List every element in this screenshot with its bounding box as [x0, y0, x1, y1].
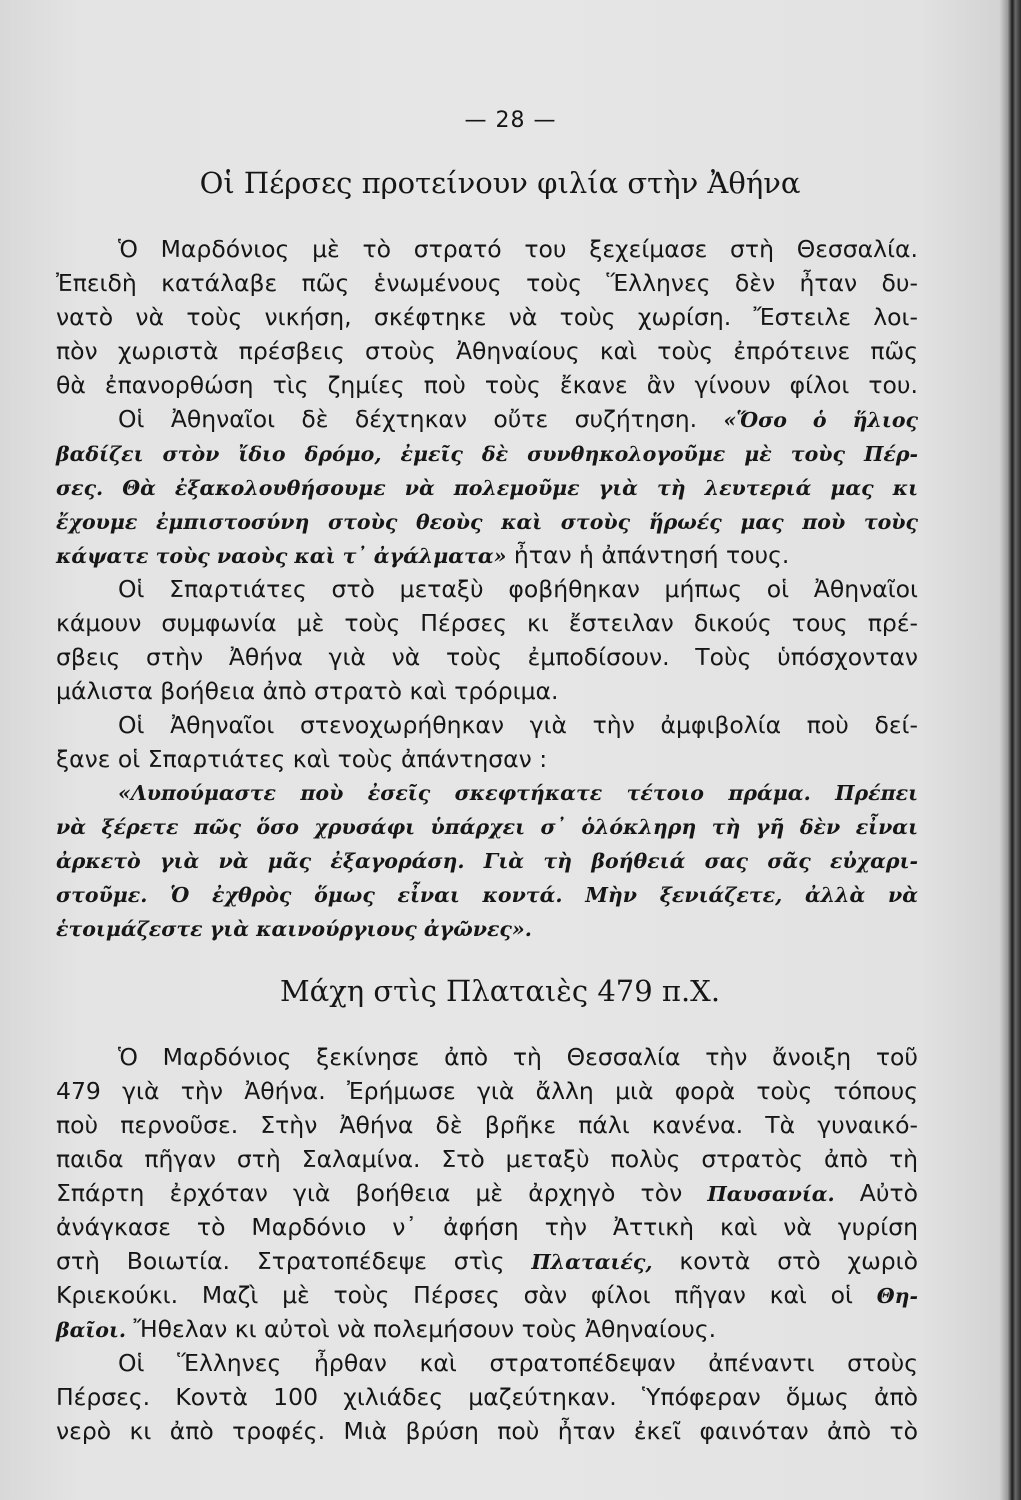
- name-run: Παυσανία.: [707, 1182, 835, 1206]
- text-line: [56, 402, 918, 436]
- quote-run: ἀρκετὸ γιὰ νὰ μᾶς ἐξαγοράση. Γιὰ τὴ βοήθειά σας σᾶς εὐχαρι-: [56, 849, 918, 873]
- text-run: θὰ ἐπανορθώση τὶς ζημίες ποὺ τοὺς ἔκανε ἂν γίνουν φίλοι του.: [56, 371, 918, 399]
- name-run: βαῖοι.: [56, 1318, 127, 1342]
- page-number: — 28 —: [464, 108, 557, 133]
- quote-run: «Ὅσο ὁ ἥλιος: [723, 408, 918, 432]
- text-run: Οἱ Ἕλληνες ἦρθαν καὶ στρατοπέδεψαν ἀπέναντι στοὺς: [118, 1349, 918, 1377]
- text-run: νερὸ κι ἀπὸ τροφές. Μιὰ βρύση ποὺ ἦταν ἐκεῖ φαινόταν ἀπὸ τὸ: [56, 1417, 918, 1445]
- text-run: Ὁ Μαρδόνιος μὲ τὸ στρατό του ξεχείμασε στὴ Θεσσαλία.: [118, 235, 918, 263]
- text-line: [56, 1244, 918, 1278]
- text-line: [56, 1312, 918, 1346]
- quote-run: ἑτοιμάζεστε γιὰ καινούργιους ἀγῶνες».: [56, 917, 532, 941]
- text-line: [56, 334, 918, 368]
- book-spine-shadow: [999, 0, 1021, 1500]
- text-run: πὸν χωριστὰ πρέσβεις στοὺς Ἀθηναίους καὶ τοὺς ἐπρότεινε πῶς: [56, 337, 918, 365]
- text-line: [56, 266, 918, 300]
- name-run: Πλαταιές,: [531, 1250, 653, 1274]
- text-line: [56, 742, 918, 776]
- text-line: [56, 674, 918, 708]
- text-line: [56, 1142, 918, 1176]
- text-run: στὴ Βοιωτία. Στρατοπέδεψε στὶς: [56, 1247, 532, 1275]
- text-line: [56, 504, 918, 538]
- text-line: [56, 1346, 918, 1380]
- text-line: [56, 606, 918, 640]
- quote-run: σες. Θὰ ἐξακολουθήσουμε νὰ πολεμοῦμε γιὰ τὴ λευτεριά μας κι: [56, 476, 918, 500]
- text-run: σβεις στὴν Ἀθήνα γιὰ νὰ τοὺς ἐμποδίσουν. Τοὺς ὑπόσχονταν: [56, 643, 918, 671]
- quote-run: κάψατε τοὺς ναοὺς καὶ τ᾿ ἀγάλματα»: [56, 544, 507, 568]
- text-line: [56, 232, 918, 266]
- text-line: [56, 1278, 918, 1312]
- text-run: Οἱ Σπαρτιάτες στὸ μεταξὺ φοβήθηκαν μήπως οἱ Ἀθηναῖοι: [118, 575, 918, 603]
- text-line: [56, 1040, 918, 1074]
- text-run: 479 γιὰ τὴν Ἀθήνα. Ἐρήμωσε γιὰ ἄλλη μιὰ φορὰ τοὺς τόπους: [56, 1077, 918, 1105]
- text-run: παιδα πῆγαν στὴ Σαλαμίνα. Στὸ μεταξὺ πολὺς στρατὸς ἀπὸ τὴ: [56, 1145, 918, 1173]
- quote-line: [56, 776, 918, 810]
- text-line: [56, 572, 918, 606]
- quote-line: [56, 912, 918, 946]
- text-run: μάλιστα βοήθεια ἀπὸ στρατὸ καὶ τρόριμα.: [56, 677, 559, 705]
- text-line: [56, 708, 918, 742]
- text-line: [56, 1108, 918, 1142]
- text-run: Πέρσες. Κοντὰ 100 χιλιάδες μαζεύτηκαν. Ὑπόφεραν ὅμως ἀπὸ: [56, 1383, 918, 1411]
- text-run: κάμουν συμφωνία μὲ τοὺς Πέρσες κι ἔστειλαν δικούς τους πρέ-: [56, 609, 918, 637]
- text-run: Ἐπειδὴ κατάλαβε πῶς ἑνωμένους τοὺς Ἕλληνες δὲν ἦταν δυ-: [56, 269, 918, 297]
- quote-line: [56, 878, 918, 912]
- text-run: ξανε οἱ Σπαρτιάτες καὶ τοὺς ἀπάντησαν :: [56, 745, 548, 773]
- section-text-battle-of-plataea: [56, 1040, 918, 1448]
- text-run: Αὐτὸ: [834, 1179, 919, 1207]
- text-run: Οἱ Ἀθηναῖοι στενοχωρήθηκαν γιὰ τὴν ἀμφιβολία ποὺ δεί-: [118, 711, 918, 739]
- text-run: Ἤθελαν κι αὐτοὶ νὰ πολεμήσουν τοὺς Ἀθηναίους.: [126, 1315, 717, 1343]
- text-run: ἦταν ἡ ἀπάντησή τους.: [506, 541, 790, 569]
- quote-run: νὰ ξέρετε πῶς ὅσο χρυσάφι ὑπάρχει σ᾿ ὁλόκληρη τὴ γῆ δὲν εἶναι: [56, 815, 918, 839]
- text-line: [56, 470, 918, 504]
- quote-run: στοῦμε. Ὁ ἐχθρὸς ὅμως εἶναι κοντά. Μὴν ξενιάζετε, ἀλλὰ νὰ: [56, 883, 918, 907]
- text-run: Σπάρτη ἐρχόταν γιὰ βοήθεια μὲ ἀρχηγὸ τὸν: [56, 1179, 708, 1207]
- text-run: Κριεκούκι. Μαζὶ μὲ τοὺς Πέρσες σὰν φίλοι πῆγαν καὶ οἱ: [56, 1281, 877, 1309]
- text-run: νατὸ νὰ τοὺς νικήση, σκέφτηκε νὰ τοὺς χωρίση. Ἔστειλε λοι-: [56, 303, 918, 331]
- quote-line: [56, 844, 918, 878]
- text-run: ἀνάγκασε τὸ Μαρδόνιο ν᾿ ἀφήση τὴν Ἀττικὴ καὶ νὰ γυρίση: [56, 1213, 918, 1241]
- name-run: Θη-: [876, 1284, 918, 1308]
- text-line: [56, 1074, 918, 1108]
- text-line: [56, 538, 918, 572]
- quote-run: βαδίζει στὸν ἴδιο δρόμο, ἐμεῖς δὲ συνθηκολογοῦμε μὲ τοὺς Πέρ-: [56, 442, 918, 466]
- quote-run: ἔχουμε ἐμπιστοσύνη στοὺς θεοὺς καὶ στοὺς ἥρωές μας ποὺ τοὺς: [56, 510, 918, 534]
- section-text-persians-propose-friendship: [56, 232, 918, 946]
- section-title-persians-propose-friendship: Οἱ Πέρσες προτείνουν φιλία στὴν Ἀθήνα: [199, 166, 801, 200]
- text-line: [56, 1176, 918, 1210]
- text-line: [56, 640, 918, 674]
- text-run: Ὁ Μαρδόνιος ξεκίνησε ἀπὸ τὴ Θεσσαλία τὴν ἄνοιξη τοῦ: [118, 1043, 918, 1071]
- text-run: Οἱ Ἀθηναῖοι δὲ δέχτηκαν οὔτε συζήτηση.: [118, 405, 724, 433]
- text-line: [56, 436, 918, 470]
- text-line: [56, 1210, 918, 1244]
- text-line: [56, 1414, 918, 1448]
- text-run: κοντὰ στὸ χωριὸ: [652, 1247, 919, 1275]
- text-line: [56, 1380, 918, 1414]
- quote-line: [56, 810, 918, 844]
- quote-run: «Λυπούμαστε ποὺ ἐσεῖς σκεφτήκατε τέτοιο πράμα. Πρέπει: [118, 781, 918, 805]
- text-line: [56, 300, 918, 334]
- text-run: ποὺ περνοῦσε. Στὴν Ἀθήνα δὲ βρῆκε πάλι κανένα. Τὰ γυναικό-: [56, 1111, 918, 1139]
- text-line: [56, 368, 918, 402]
- section-title-battle-of-plataea: Μάχη στὶς Πλαταιὲς 479 π.Χ.: [279, 974, 721, 1008]
